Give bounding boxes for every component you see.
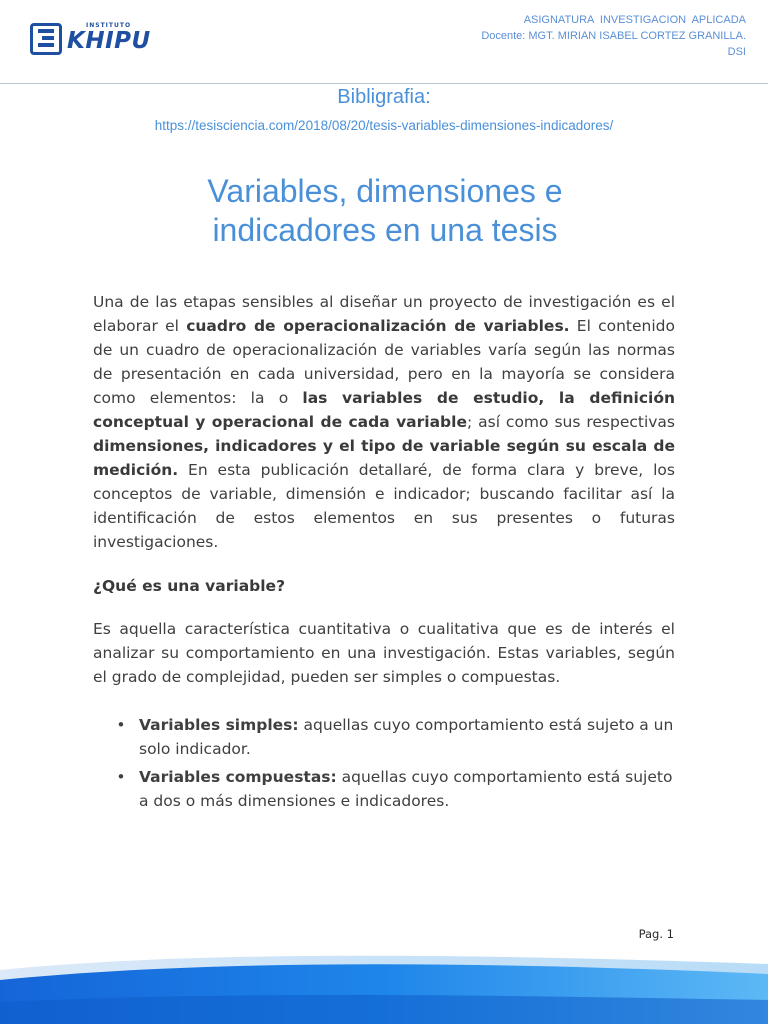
title-line-2: indicadores en una tesis bbox=[212, 212, 558, 248]
bibliography-url[interactable]: https://tesisciencia.com/2018/08/20/tesis-variables-dimensiones-indicadores/ bbox=[154, 118, 614, 133]
logo-name-text: KHIPU bbox=[67, 28, 151, 54]
institute-logo bbox=[30, 20, 151, 60]
intro-bold-2: las variables de estudio, la definición conceptual y operacional de cada variable bbox=[93, 389, 676, 431]
intro-paragraph bbox=[93, 290, 675, 554]
definition-paragraph: Es aquella característica cuantitativa o cualitativa que es de interés el analizar su comportamiento en una investigación. Estas variables, según el grado de complejidad, pueden ser simples o compuestas. bbox=[93, 620, 675, 686]
list-item-term: Variables compuestas: bbox=[139, 768, 337, 786]
intro-bold-1: cuadro de operacionalización de variables. bbox=[186, 317, 570, 335]
bibliography-heading: Bibligrafia: bbox=[337, 86, 431, 108]
list-item-term: Variables simples: bbox=[139, 716, 299, 734]
page-number: Pag. 1 bbox=[638, 927, 674, 941]
list-item-text: aquellas cuyo comportamiento está sujeto a dos o más dimensiones e indicadores. bbox=[139, 768, 673, 810]
department: DSI bbox=[727, 46, 746, 58]
list-item bbox=[115, 713, 675, 761]
variable-types-list bbox=[115, 713, 675, 817]
course-name: ASIGNATURA INVESTIGACION APLICADA bbox=[523, 14, 746, 26]
intro-text-1: Una de las etapas sensibles al diseñar un proyecto de investigación es el elaborar el bbox=[93, 293, 675, 335]
teacher-name: Docente: MGT. MIRIAN ISABEL CORTEZ GRANILLA. bbox=[481, 30, 746, 42]
list-item-text: aquellas cuyo comportamiento está sujeto a un solo indicador. bbox=[139, 716, 674, 758]
title-line-1: Variables, dimensiones e bbox=[207, 173, 563, 209]
bullet-icon: • bbox=[116, 768, 126, 786]
intro-bold-3: dimensiones, indicadores y el tipo de variable según su escala de medición. bbox=[93, 437, 675, 479]
footer-wave-decoration bbox=[0, 950, 768, 1024]
page-header bbox=[0, 0, 768, 84]
list-item bbox=[115, 765, 675, 813]
logo-mark-icon bbox=[30, 23, 62, 55]
intro-text-2: El contenido de un cuadro de operacionalización de variables varía según las normas de presentación en cada universidad, pero en la mayoría se considera como elementos: la o bbox=[93, 317, 675, 407]
course-info bbox=[481, 12, 746, 60]
intro-text-4: En esta publicación detallaré, de forma clara y breve, los conceptos de variable, dimensión e indicador; buscando facilitar así la identificación de estos elementos en sus presentes o futuras investigaciones. bbox=[93, 461, 675, 551]
bullet-icon: • bbox=[116, 716, 126, 734]
header-divider bbox=[0, 83, 768, 84]
intro-text-3: ; así como sus respectivas bbox=[466, 413, 676, 431]
section-heading: ¿Qué es una variable? bbox=[93, 577, 286, 595]
logo-small-text: INSTITUTO bbox=[86, 22, 132, 29]
document-title bbox=[60, 172, 710, 250]
